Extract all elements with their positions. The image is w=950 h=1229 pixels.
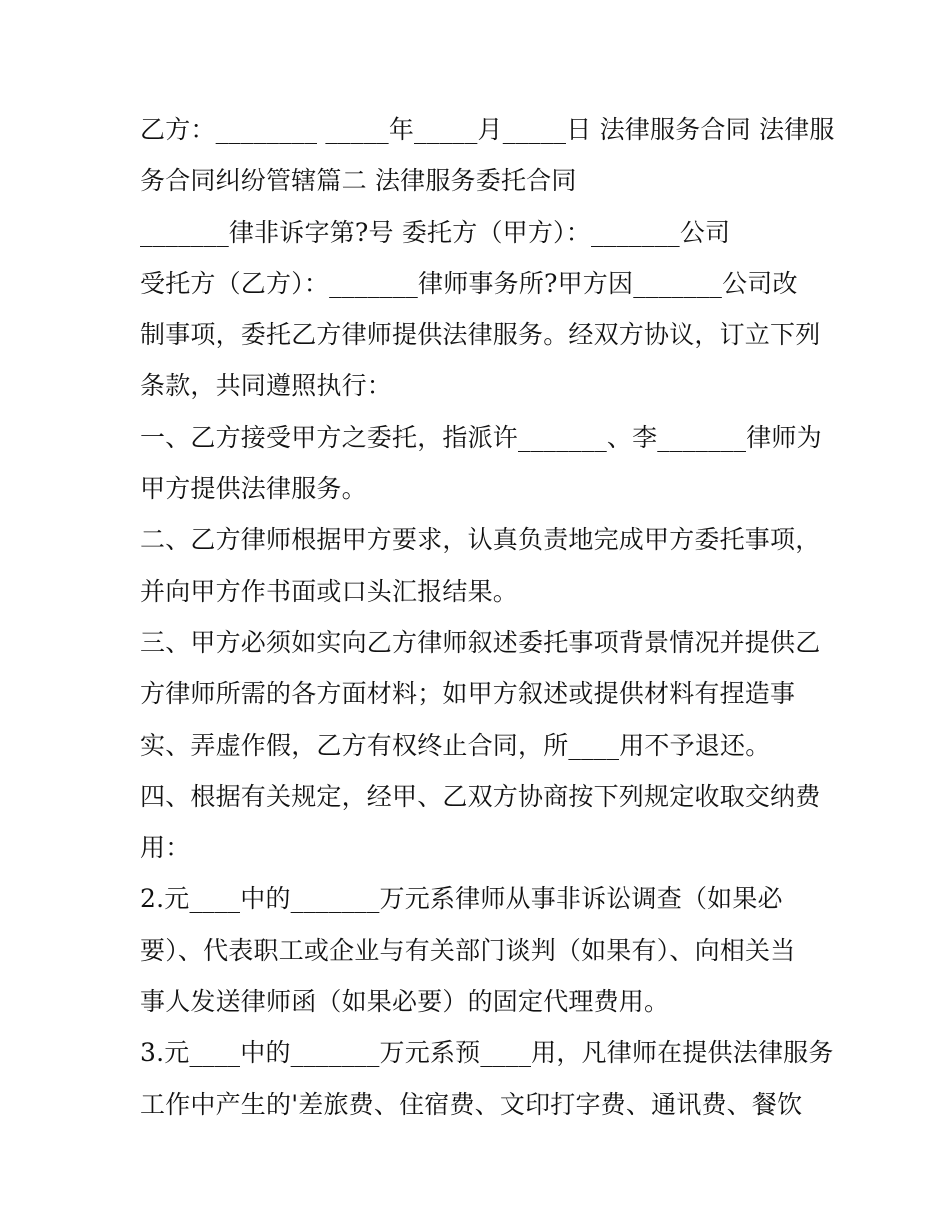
text-line: 四、根据有关规定，经甲、乙双方协商按下列规定收取交纳费 [140,781,821,811]
text-line: 方律师所需的各方面材料；如甲方叙述或提供材料有捏造事 [140,679,796,709]
text-line: 受托方（乙方）：_______律师事务所?甲方因_______公司改 [140,268,798,298]
text-line: 三、甲方必须如实向乙方律师叙述委托事项背景情况并提供乙 [140,627,821,657]
text-line: 二、乙方律师根据甲方要求，认真负责地完成甲方委托事项， [140,525,821,555]
text-line: 一、乙方接受甲方之委托，指派许_______、李_______律师为 [140,422,822,452]
text-line: 用： [140,833,191,863]
text-line: 并向甲方作书面或口头汇报结果。 [140,576,519,606]
text-line: 务合同纠纷管辖篇二 法律服务委托合同 [140,166,577,196]
text-line: 要）、代表职工或企业与有关部门谈判（如果有）、向相关当 [140,935,796,965]
text-line: 2.元____中的_______万元系律师从事非诉讼调查（如果必 [140,884,783,914]
text-line: 3.元____中的_______万元系预____用，凡律师在提供法律服务 [140,1038,834,1068]
text-line: 制事项，委托乙方律师提供法律服务。经双方协议，订立下列 [140,320,821,350]
text-line: 事人发送律师函（如果必要）的固定代理费用。 [140,987,670,1017]
text-line: 条款，共同遵照执行： [140,371,393,401]
text-line: 实、弄虚作假，乙方有权终止合同，所____用不予退还。 [140,730,771,760]
text-line: _______律非诉字第?号 委托方（甲方）：_______公司 [140,217,731,247]
contract-body-text [140,104,835,1130]
text-line: 工作中产生的'差旅费、住宿费、文印打字费、通讯费、餐饮 [140,1089,803,1119]
text-line: 甲方提供法律服务。 [140,474,367,504]
text-line: 乙方：________ _____年_____月_____日 法律服务合同 法律服 [140,115,835,144]
